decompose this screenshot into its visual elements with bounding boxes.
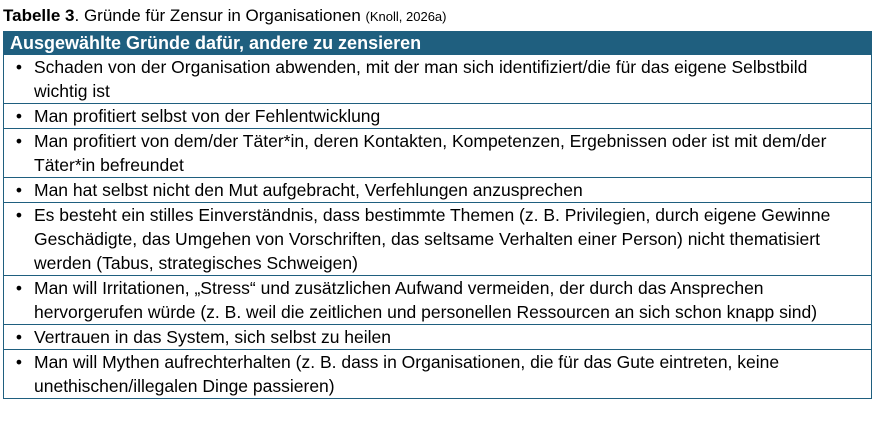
table-title: . Gründe für Zensur in Organisationen (74, 6, 366, 25)
table-row (4, 128, 871, 177)
row-text: Vertrauen in das System, sich selbst zu heilen (34, 327, 391, 347)
row-text: Schaden von der Organisation abwenden, mit der man sich identifiziert/die für das eigene Selbstbild wichtig ist (34, 57, 808, 101)
reasons-table (3, 31, 872, 399)
table-row (4, 275, 871, 324)
table-row (4, 177, 871, 202)
bullet-icon: • (15, 57, 23, 77)
table-number: Tabelle 3 (3, 6, 75, 25)
row-text: Man profitiert von dem/der Täter*in, deren Kontakten, Kompetenzen, Ergebnissen oder ist mit dem/der Täter*in befreundet (34, 131, 827, 175)
table-row (4, 54, 871, 103)
bullet-icon: • (15, 131, 23, 151)
bullet-icon: • (15, 205, 23, 225)
table-citation: (Knoll, 2026a) (365, 9, 447, 24)
row-text: Man profitiert selbst von der Fehlentwicklung (34, 106, 381, 126)
row-text: Man will Mythen aufrechterhalten (z. B. dass in Organisationen, die für das Gute eintreten, keine unethischen/illegalen Dinge passieren) (34, 352, 780, 396)
table-header: Ausgewählte Gründe dafür, andere zu zensieren (4, 32, 871, 54)
row-text: Man will Irritationen, „Stress“ und zusätzlichen Aufwand vermeiden, der durch das Ansprechen hervorgerufen würde (z. B. weil die zeitlichen und personellen Ressourcen an sich schon knapp sind) (34, 278, 818, 322)
table-row (4, 202, 871, 275)
bullet-icon: • (15, 106, 23, 126)
table-row (4, 349, 871, 398)
bullet-icon: • (15, 180, 23, 200)
table-caption (3, 4, 447, 28)
table-row (4, 324, 871, 349)
bullet-icon: • (15, 327, 23, 347)
table-row (4, 103, 871, 128)
row-text: Man hat selbst nicht den Mut aufgebracht, Verfehlungen anzusprechen (34, 180, 583, 200)
bullet-icon: • (15, 278, 23, 298)
bullet-icon: • (15, 352, 23, 372)
row-text: Es besteht ein stilles Einverständnis, dass bestimmte Themen (z. B. Privilegien, durch eigene Gewinne Geschädigte, das Umgehen von Vorschriften, das seltsame Verhalten einer Person) nicht thematisiert werden (Tabus, strategisches Schweigen) (34, 205, 831, 273)
